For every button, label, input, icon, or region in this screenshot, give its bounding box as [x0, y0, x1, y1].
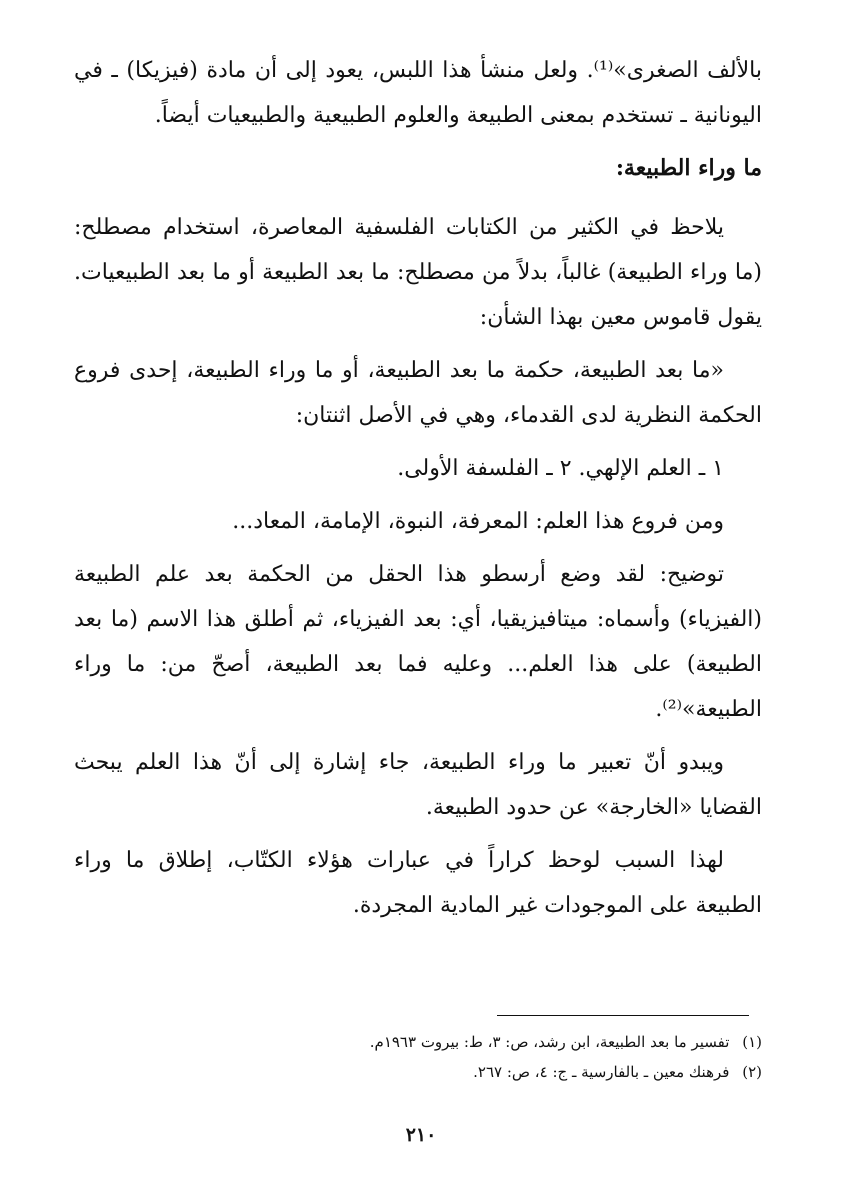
- quote-paragraph-2: ومن فروع هذا العلم: المعرفة، النبوة، الإمامة، المعاد...: [232, 509, 724, 534]
- section-heading: ما وراء الطبيعة:: [615, 155, 762, 181]
- footnote-number: (٢): [742, 1063, 762, 1081]
- footnotes: [74, 1027, 762, 1087]
- paragraph-4: لهذا السبب لوحظ كراراً في عبارات هؤلاء الكتّاب، إطلاق ما وراء الطبيعة على الموجودات غير المادية المجردة.: [74, 848, 762, 918]
- paragraph-2: يلاحظ في الكثير من الكتابات الفلسفية المعاصرة، استخدام مصطلح: (ما وراء الطبيعة) غالباً، بدلاً من مصطلح: ما بعد الطبيعة أو ما بعد الطبيعيات. يقول قاموس معين بهذا الشأن:: [74, 215, 762, 330]
- footnote-2: [74, 1057, 762, 1087]
- footnote-number: (١): [742, 1033, 762, 1051]
- paragraph-1: بالألف الصغرى»⁽¹⁾. ولعل منشأ هذا اللبس، يعود إلى أن مادة (فيزيكا) ـ في اليونانية ـ تستخدم بمعنى الطبيعة والعلوم الطبيعية والطبيعيات أيضاً.: [74, 58, 763, 128]
- quote-list: ١ ـ العلم الإلهي. ٢ ـ الفلسفة الأولى.: [397, 456, 724, 481]
- quote-paragraph-3: توضيح: لقد وضع أرسطو هذا الحقل من الحكمة بعد علم الطبيعة (الفيزياء) وأسماه: ميتافيزيقيا، أي: بعد الفيزياء، ثم أطلق هذا الاسم (ما بعد الطبيعة) على هذا العلم... وعليه فما بعد الطبيعة، أصحّ من: ما وراء الطبيعة»⁽²⁾.: [74, 562, 762, 722]
- footnote-text: فرهنك معين ـ بالفارسية ـ ج: ٤، ص: ٢٦٧.: [473, 1063, 730, 1081]
- page-number: ٢١٠: [405, 1124, 437, 1146]
- footnote-text: تفسير ما بعد الطبيعة، ابن رشد، ص: ٣، ط: بيروت ١٩٦٣م.: [369, 1033, 730, 1051]
- paragraph-3: ويبدو أنّ تعبير ما وراء الطبيعة، جاء إشارة إلى أنّ هذا العلم يبحث القضايا «الخارجة» عن حدود الطبيعة.: [74, 750, 762, 820]
- footnote-divider: [497, 1015, 749, 1016]
- page-body: [74, 48, 762, 936]
- footnote-1: [74, 1027, 762, 1057]
- quote-paragraph-1: «ما بعد الطبيعة، حكمة ما بعد الطبيعة، أو ما وراء الطبيعة، إحدى فروع الحكمة النظرية لدى القدماء، وهي في الأصل اثنتان:: [74, 358, 762, 428]
